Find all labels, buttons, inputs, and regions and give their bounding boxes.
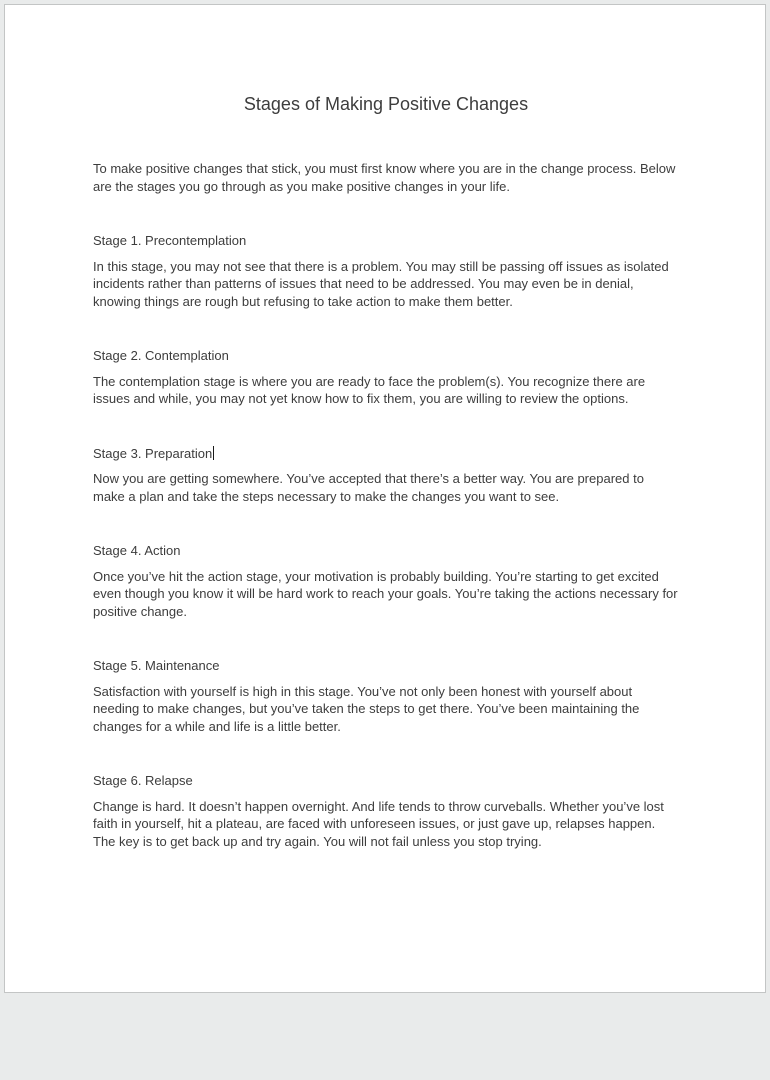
text-cursor [213,446,214,460]
stage-3-heading-text: Stage 3. Preparation [93,445,213,461]
stage-1-heading[interactable]: Stage 1. Precontemplation [93,233,247,248]
stage-5-paragraph[interactable]: Satisfaction with yourself is high in this stage. You’ve not only been honest with yourself about needing to make changes, but you’ve taken the steps to get there. You’ve been maintaining the changes for a while and life is a little better. [93,683,640,734]
stage-4-paragraph[interactable]: Once you’ve hit the action stage, your motivation is probably building. You’re starting to get excited even though you know it will be hard work to reach your goals. You’re taking the actions necessary for positive change. [93,568,678,619]
page-title[interactable]: Stages of Making Positive Changes [243,94,529,114]
stage-section-6 [93,772,679,850]
stage-3-heading[interactable] [93,445,679,463]
stage-1-paragraph[interactable]: In this stage, you may not see that there is a problem. You may still be passing off issues as isolated incidents rather than patterns of issues that need to be addressed. You may even be in denial, knowing things are rough but refusing to take action to make them better. [93,258,669,309]
stage-section-5 [93,657,679,735]
stage-section-2 [93,347,679,408]
stage-6-heading[interactable]: Stage 6. Relapse [93,773,193,788]
stage-2-heading[interactable]: Stage 2. Contemplation [93,348,229,363]
stage-section-3 [93,445,679,506]
stage-6-paragraph[interactable]: Change is hard. It doesn’t happen overnight. And life tends to throw curveballs. Whether you’ve lost faith in yourself, hit a plateau, are faced with unforeseen issues, or just gave up, relapses happen. The key is to get back up and try again. You will not fail unless you stop trying. [93,798,664,849]
stage-5-heading[interactable]: Stage 5. Maintenance [93,658,220,673]
stage-2-paragraph[interactable]: The contemplation stage is where you are ready to face the problem(s). You recognize there are issues and while, you may not yet know how to fix them, you are willing to review the options. [93,373,646,406]
document-page[interactable] [4,4,766,993]
stage-section-4 [93,542,679,620]
stage-section-1 [93,232,679,310]
intro-paragraph[interactable]: To make positive changes that stick, you must first know where you are in the change process. Below are the stages you go through as you make positive changes in your life. [93,161,676,194]
document-content [5,93,765,1080]
stage-3-paragraph[interactable]: Now you are getting somewhere. You’ve accepted that there’s a better way. You are prepared to make a plan and take the steps necessary to make the changes you want to see. [93,471,644,504]
stage-4-heading[interactable]: Stage 4. Action [93,543,181,558]
